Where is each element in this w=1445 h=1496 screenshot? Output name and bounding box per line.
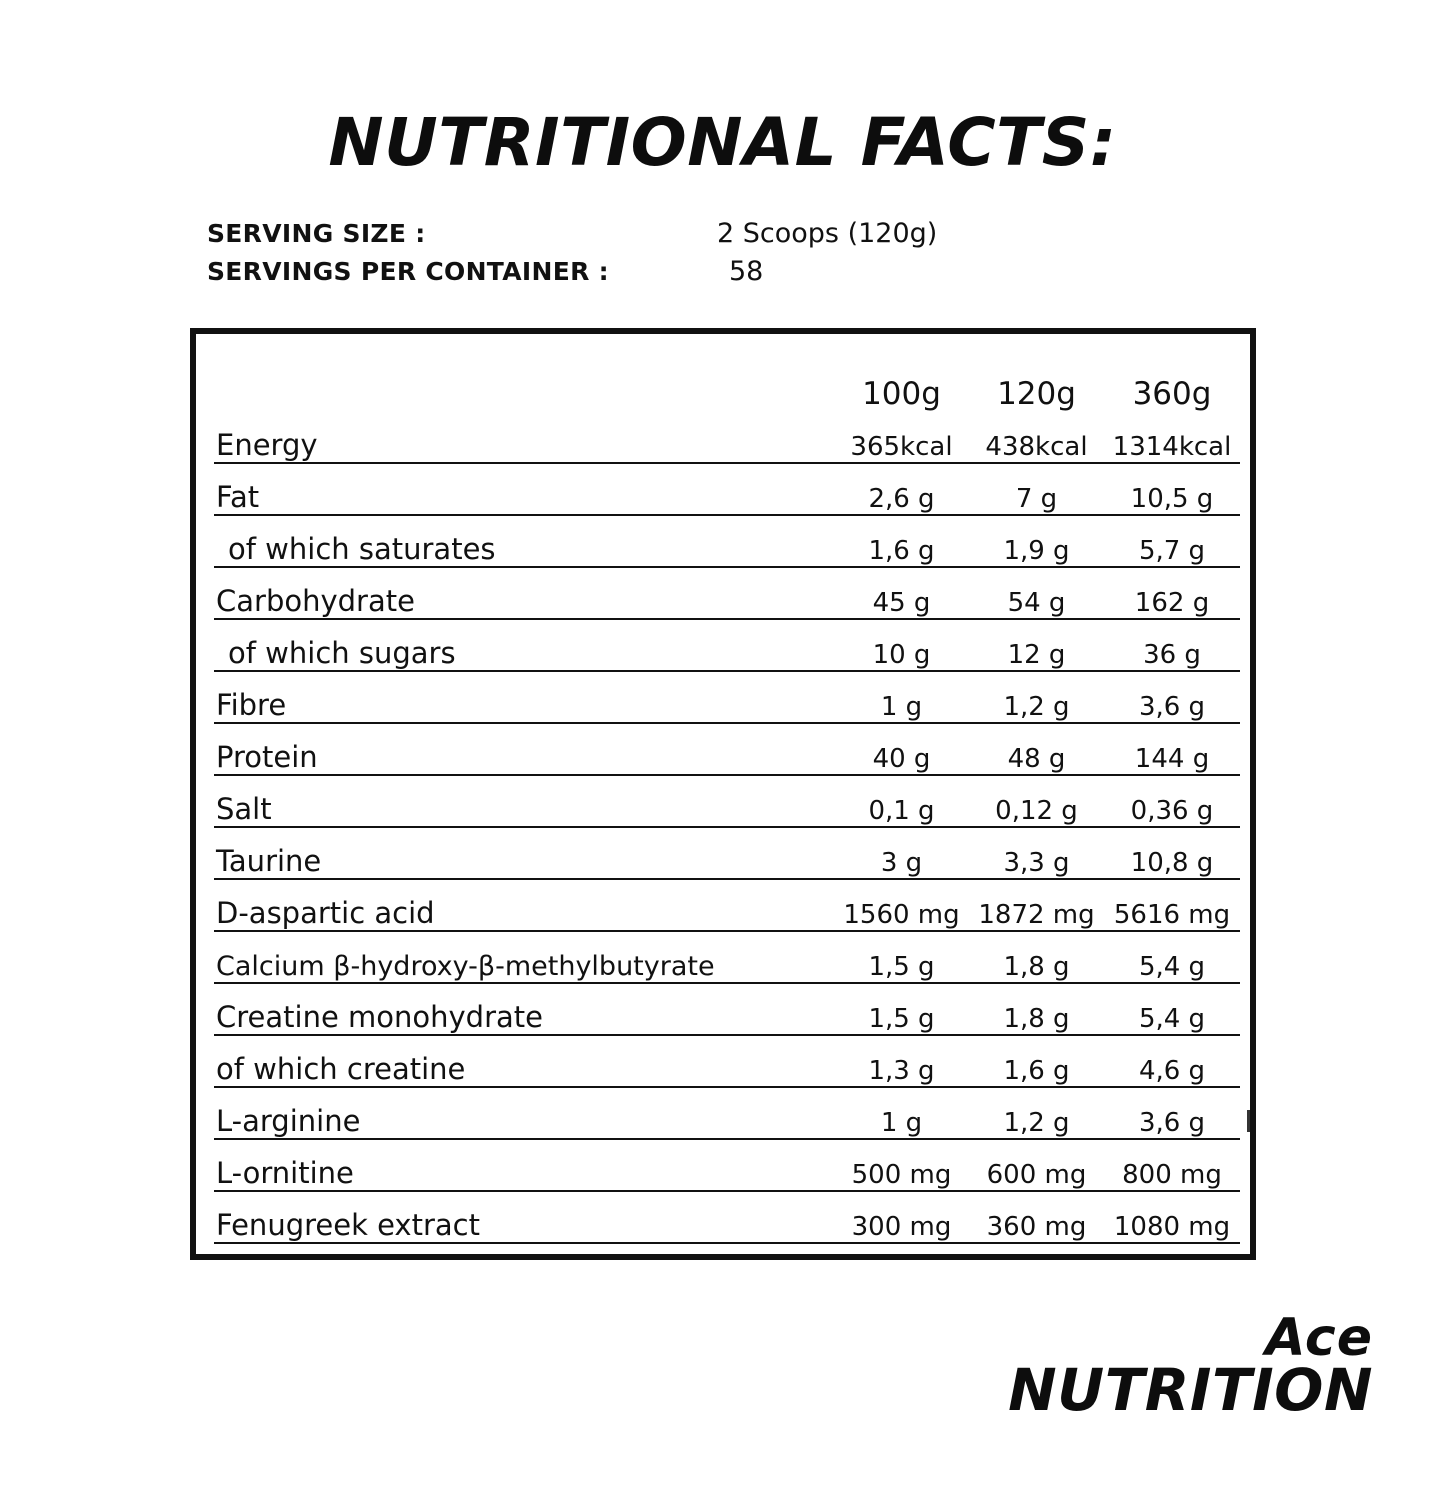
nutrient-value: 0,1 g xyxy=(834,775,969,827)
brand-logo-line1: Ace xyxy=(1265,1307,1373,1368)
table-row xyxy=(214,1087,1240,1139)
nutrient-value: 48 g xyxy=(969,723,1104,775)
nutrient-name: of which creatine xyxy=(214,1035,834,1087)
nutrition-table-box xyxy=(190,328,1256,1260)
nutrient-value: 144 g xyxy=(1104,723,1240,775)
nutrient-value: 3 g xyxy=(834,827,969,879)
nutrient-value: 4,6 g xyxy=(1104,1035,1240,1087)
nutrient-value: 1,8 g xyxy=(969,931,1104,983)
table-row xyxy=(214,879,1240,931)
nutrient-value: 1,5 g xyxy=(834,983,969,1035)
nutrient-value: 5,7 g xyxy=(1104,515,1240,567)
table-row xyxy=(214,1035,1240,1087)
table-row xyxy=(214,983,1240,1035)
serving-info xyxy=(207,218,1307,294)
nutrient-value: 10 g xyxy=(834,619,969,671)
column-header-100g: 100g xyxy=(862,376,941,412)
nutrient-value: 1080 mg xyxy=(1104,1191,1240,1243)
nutrient-value: 600 mg xyxy=(969,1139,1104,1191)
nutrient-value: 3,6 g xyxy=(1104,671,1240,723)
nutrient-name: Carbohydrate xyxy=(214,567,834,619)
nutrient-value: 5,4 g xyxy=(1104,931,1240,983)
serving-size-row xyxy=(207,218,1307,256)
column-header-120g: 120g xyxy=(997,376,1076,412)
column-header-nutrient xyxy=(214,348,834,412)
nutrient-value: 3,3 g xyxy=(969,827,1104,879)
nutrient-name: Taurine xyxy=(214,827,834,879)
nutrient-value: 162 g xyxy=(1104,567,1240,619)
table-row xyxy=(214,671,1240,723)
table-row xyxy=(214,567,1240,619)
table-row xyxy=(214,1191,1240,1243)
nutrient-value: 1,5 g xyxy=(834,931,969,983)
nutrient-value: 1 g xyxy=(834,671,969,723)
nutrient-value: 1,3 g xyxy=(834,1035,969,1087)
nutrient-value: 5616 mg xyxy=(1104,879,1240,931)
nutrient-value: 360 mg xyxy=(969,1191,1104,1243)
nutrient-name: Fibre xyxy=(214,671,834,723)
nutrition-table xyxy=(214,348,1240,1244)
nutrient-name: Fat xyxy=(214,463,834,515)
nutrient-value: 365kcal xyxy=(834,412,969,463)
nutrient-name: of which sugars xyxy=(214,619,834,671)
nutrient-value: 1,6 g xyxy=(969,1035,1104,1087)
nutrient-value: 1,6 g xyxy=(834,515,969,567)
table-row xyxy=(214,412,1240,463)
nutrient-value: 300 mg xyxy=(834,1191,969,1243)
nutrient-name: Creatine monohydrate xyxy=(214,983,834,1035)
nutrient-value: 0,12 g xyxy=(969,775,1104,827)
brand-logo xyxy=(1008,1307,1373,1424)
nutrient-value: 1872 mg xyxy=(969,879,1104,931)
nutrient-value: 45 g xyxy=(834,567,969,619)
page-title: NUTRITIONAL FACTS: xyxy=(328,104,1117,181)
servings-per-container-row xyxy=(207,256,1307,294)
table-row xyxy=(214,931,1240,983)
nutrient-name: D-aspartic acid xyxy=(214,879,834,931)
table-row xyxy=(214,463,1240,515)
servings-per-container-label: SERVINGS PER CONTAINER : xyxy=(207,257,609,286)
nutrient-value: 3,6 g xyxy=(1104,1087,1240,1139)
table-row xyxy=(214,515,1240,567)
table-row xyxy=(214,827,1240,879)
nutrient-value: 1 g xyxy=(834,1087,969,1139)
nutrient-value: 800 mg xyxy=(1104,1139,1240,1191)
nutrition-table-body xyxy=(214,412,1240,1243)
nutrient-value: 1,9 g xyxy=(969,515,1104,567)
nutrient-value: 1,2 g xyxy=(969,671,1104,723)
servings-per-container-value: 58 xyxy=(729,256,764,287)
edge-artifact xyxy=(1247,1110,1250,1132)
nutrient-name: Protein xyxy=(214,723,834,775)
serving-size-label: SERVING SIZE : xyxy=(207,219,426,248)
nutrient-value: 1,2 g xyxy=(969,1087,1104,1139)
nutrient-name: of which saturates xyxy=(214,515,834,567)
nutrient-value: 1560 mg xyxy=(834,879,969,931)
nutrient-value: 5,4 g xyxy=(1104,983,1240,1035)
nutrient-name: Fenugreek extract xyxy=(214,1191,834,1243)
nutrient-value: 36 g xyxy=(1104,619,1240,671)
table-row xyxy=(214,775,1240,827)
nutrient-value: 500 mg xyxy=(834,1139,969,1191)
table-row xyxy=(214,619,1240,671)
nutrient-name: Energy xyxy=(214,412,834,463)
brand-logo-line2: NUTRITION xyxy=(1008,1355,1373,1424)
nutrient-name: L-ornitine xyxy=(214,1139,834,1191)
nutrient-value: 10,8 g xyxy=(1104,827,1240,879)
table-row xyxy=(214,723,1240,775)
nutrient-value: 0,36 g xyxy=(1104,775,1240,827)
nutrient-name: L-arginine xyxy=(214,1087,834,1139)
nutrient-value: 1314kcal xyxy=(1104,412,1240,463)
nutrient-value: 438kcal xyxy=(969,412,1104,463)
nutrient-value: 40 g xyxy=(834,723,969,775)
serving-size-value: 2 Scoops (120g) xyxy=(717,218,938,249)
table-header-row xyxy=(214,348,1240,412)
nutrient-name: Salt xyxy=(214,775,834,827)
nutrient-value: 7 g xyxy=(969,463,1104,515)
nutrient-name: Calcium β-hydroxy-β-methylbutyrate xyxy=(214,931,834,983)
nutrient-value: 12 g xyxy=(969,619,1104,671)
nutrient-value: 1,8 g xyxy=(969,983,1104,1035)
column-header-360g: 360g xyxy=(1132,376,1212,412)
nutrient-value: 10,5 g xyxy=(1104,463,1240,515)
nutrient-value: 2,6 g xyxy=(834,463,969,515)
nutrient-value: 54 g xyxy=(969,567,1104,619)
table-row xyxy=(214,1139,1240,1191)
